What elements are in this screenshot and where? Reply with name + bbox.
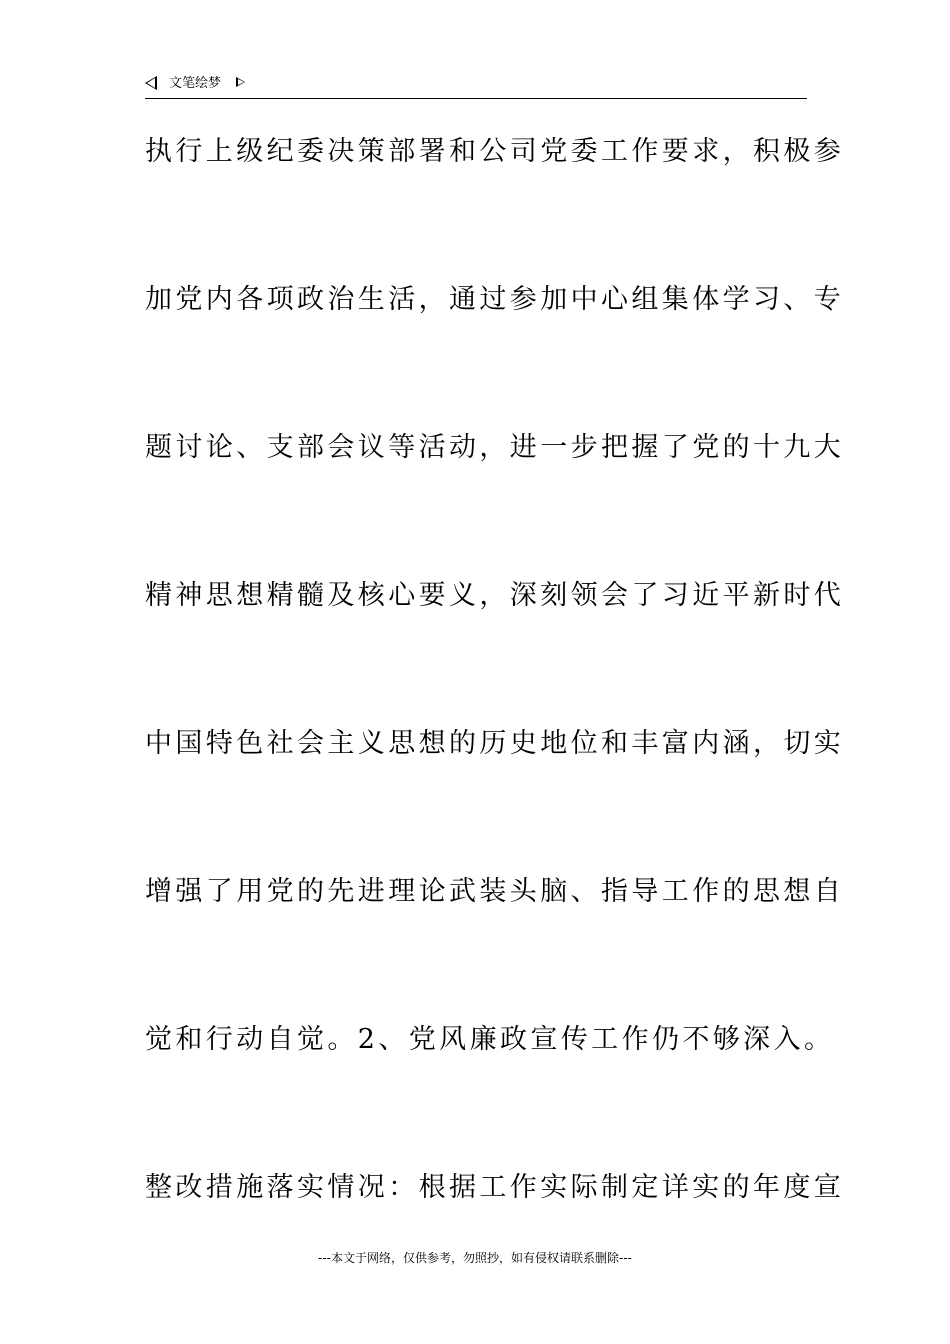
body-line: 题讨论、支部会议等活动，进一步把握了党的十九大 <box>145 432 845 463</box>
body-line: 增强了用党的先进理论武装头脑、指导工作的思想自 <box>145 876 845 907</box>
body-line: 加党内各项政治生活，通过参加中心组集体学习、专 <box>145 284 845 315</box>
triangle-left-outline-icon <box>145 76 157 90</box>
page-footer-disclaimer: ---本文于网络，仅供参考，勿照抄，如有侵权请联系删除--- <box>318 1251 632 1265</box>
header-title: 文笔绘梦 <box>169 76 222 91</box>
body-line: 整改措施落实情况：根据工作实际制定详实的年度宣 <box>145 1172 845 1203</box>
triangle-right-outline-icon <box>236 77 245 87</box>
document-body <box>145 130 845 1314</box>
body-line: 中国特色社会主义思想的历史地位和丰富内涵，切实 <box>145 728 845 759</box>
body-line: 执行上级纪委决策部署和公司党委工作要求，积极参 <box>145 136 845 167</box>
body-line: 精神思想精髓及核心要义，深刻领会了习近平新时代 <box>145 580 845 611</box>
page-header <box>145 74 807 99</box>
body-line: 觉和行动自觉。2、党风廉政宣传工作仍不够深入。 <box>145 1024 835 1055</box>
